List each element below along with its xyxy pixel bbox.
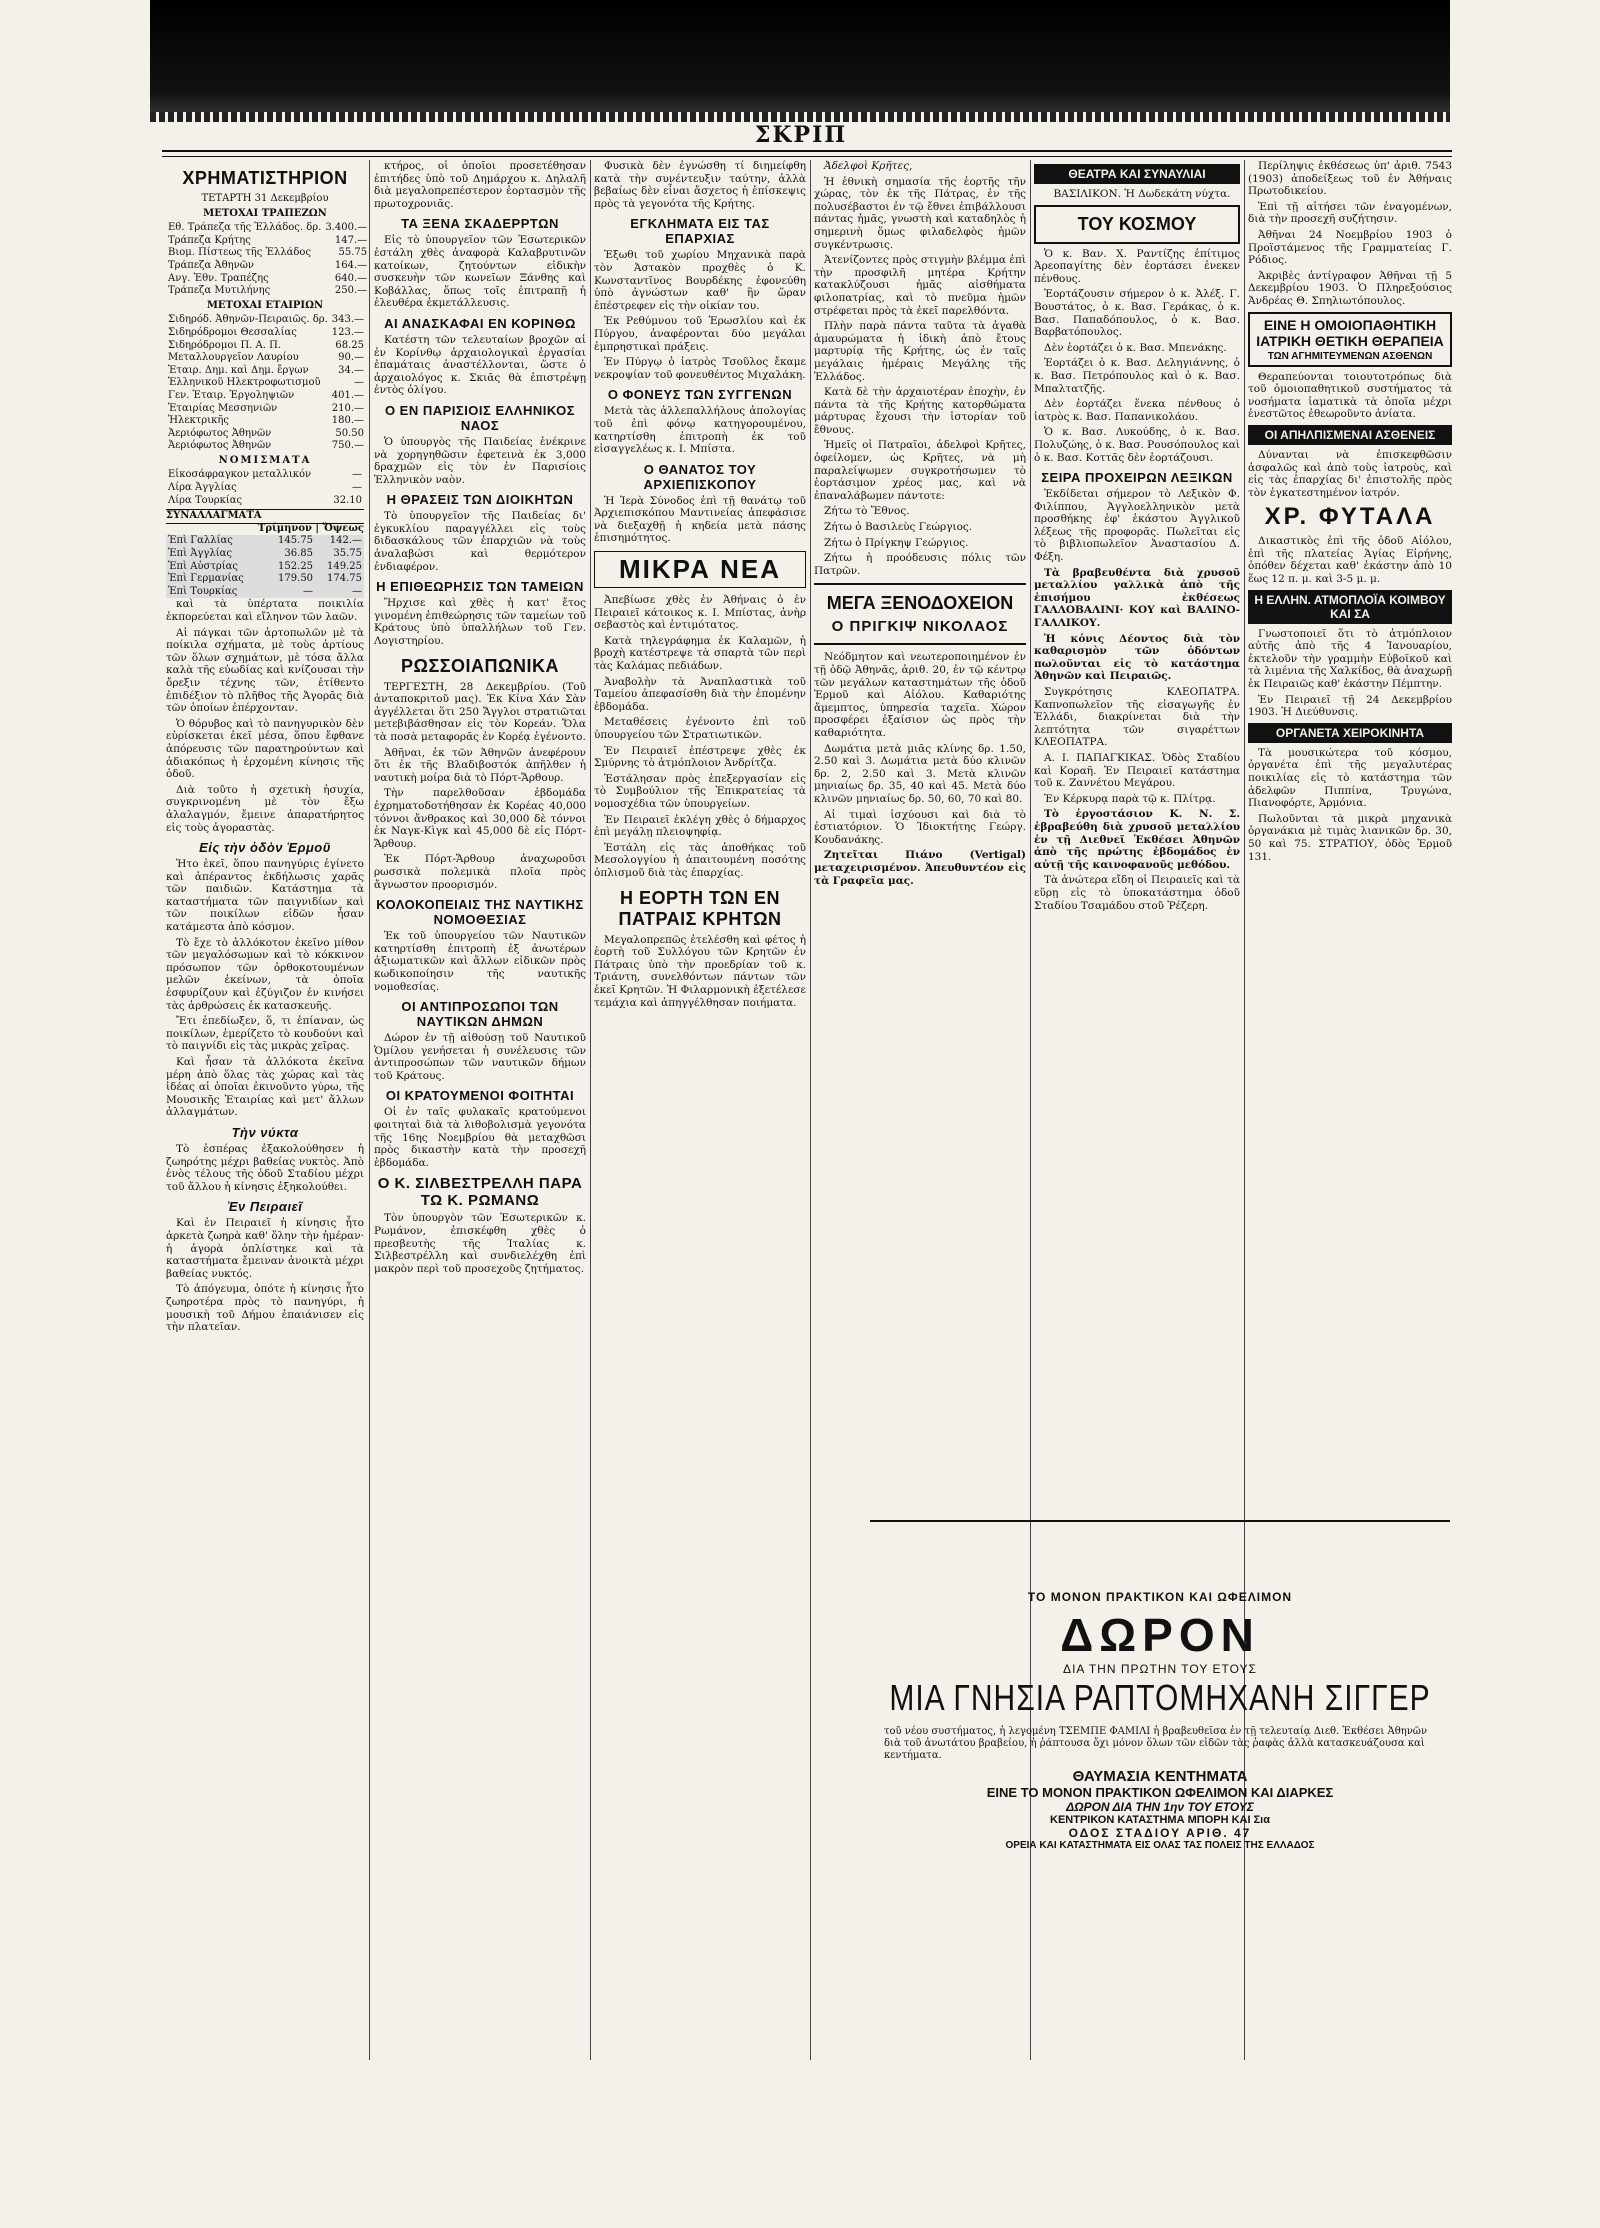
advert-product: ΜΙΑ ΓΝΗΣΙΑ ΡΑΠΤΟΜΗΧΑΝΗ ΣΙΓΓΕΡ <box>889 1678 1431 1719</box>
singer-advert <box>870 1590 1450 1851</box>
article-paragraph: καὶ τὰ ὑπέρτατα ποικιλία ἐκπορεύεται καὶ εἴληνον τῶν λαῶν. <box>166 598 364 623</box>
table-row: Ἀεριόφωτος Ἀθηνῶν 50.50 <box>168 427 365 439</box>
article-paragraph: Τὰ βραβευθέντα διὰ χρυσοῦ μεταλλίου γαλλικὰ ἀπὸ τῆς ἐπισήμου ἐκθέσεως ΓΑΛΛΟΒΑΛΙΝΙ· ΚΟΥ καὶ ΒΑΛΙΝΟ-ΓΑΛΛΙΚΟΥ. <box>1034 566 1240 630</box>
advert-line: ΚΕΝΤΡΙΚΟΝ ΚΑΤΑΣΤΗΜΑ ΜΠΟΡΗ ΚΑΙ Σια <box>1050 1814 1270 1826</box>
article-paragraph: Ἐν Πειραιεῖ ἐπέστρεψε χθὲς ἐκ Σμύρνης τὸ ἀτμόπλοιον Ἀνδρίτζα. <box>594 744 806 770</box>
article-paragraph: Κατὰ τηλεγράφημα ἐκ Καλαμῶν, ἡ βροχὴ κατέστρεψε τὰ σπαρτὰ τῶν περὶ τὰς Καλάμας πεδιάδων. <box>594 634 806 673</box>
column-theatre <box>1034 160 1240 1700</box>
article-paragraph: Ὁ ὑπουργὸς τῆς Παιδείας ἐνέκρινε νὰ χορηγηθῶσιν ἐφετεινὰ ἐκ 3,000 δραχμῶν εἰς τὸν ἐν Παρισίοις Ἑλληνικὸν ναὸν. <box>374 435 586 486</box>
article-paragraph: Τὸ ἔχε τὸ ἀλλόκοτον ἐκεῖνο μίθον τῶν μεγαλόσωμων καὶ τὸ κόκκινον πρόσωπον τῶν ὀρθοκοτουμένων μελῶν ἐκείνων, τὰ ὁποῖα ἐσφυρίζουν καὶ ἐζύγιζον ἐν κινήσει τὰς ἀρθρώσεις ἐκ κατασκευῆς. <box>166 936 364 1012</box>
article-heading: Ο ΦΟΝΕΥΣ ΤΩΝ ΣΥΓΓΕΝΩΝ <box>607 387 793 403</box>
table-row: Τράπεζα Ἀθηνῶν 164.— <box>168 259 368 271</box>
table-row: Μεταλλουργεῖον Λαυρίου 90.— <box>168 352 365 364</box>
table-row: Βιομ. Πίστεως τῆς Ἑλλάδος 55.75 <box>168 247 368 259</box>
hotel-title: ΜΕΓΑ ΞΕΝΟΔΟΧΕΙΟΝ <box>826 593 1014 614</box>
article-paragraph: Ἐστάλησαν πρὸς ἐπεξεργασίαν εἰς τὸ Συμβούλιον τῆς Ἐπικρατείας τὰ νομοσχέδια τῶν ὑπουργείων. <box>594 772 806 810</box>
article-paragraph: Φυσικὰ δὲν ἐγνώσθη τί διημείφθη κατὰ τὴν συνέντευξιν ταύτην, ἀλλὰ βεβαίως δὲν εἶναι ἄσχετος ἡ ἐπίσκεψις πρὸς τὰ γεγονότα τῆς Κρήτης. <box>594 160 806 210</box>
article-paragraph: Ἐν Πειραιεῖ τῇ 24 Δεκεμβρίου 1903. Ἡ Διεύθυνσις. <box>1248 693 1452 719</box>
advert-separator <box>870 1520 1450 1522</box>
theatre-heading: ΘΕΑΤΡΑ ΚΑΙ ΣΥΝΑΥΛΙΑΙ <box>1034 164 1240 184</box>
article-paragraph: Συγκρότησις ΚΛΕΟΠΑΤΡΑ. Καπνοπωλεῖον τῆς εἰσαγωγῆς ἐν Ἑλλάδι, διακρίνεται διὰ τὴν λεπτότητα τῶν σιγαρέττων ΚΛΕΟΠΑΤΡΑ. <box>1034 686 1240 749</box>
article-paragraph: Δώρον ἐν τῇ αἰθούσῃ τοῦ Ναυτικοῦ Ὁμίλου γενήσεται ἡ συνέλευσις τῶν ἀντιπροσώπων τῶν ναυτικῶν δήμων τοῦ Κράτους. <box>374 1032 586 1082</box>
exchange-table <box>166 535 364 598</box>
article-heading: ΟΙ ΑΠΗΛΠΙΣΜΕΝΑΙ ΑΣΘΕΝΕΙΣ <box>1248 425 1452 445</box>
header-rule <box>162 150 1452 152</box>
article-heading: Η ΕΠΙΘΕΩΡΗΣΙΣ ΤΩΝ ΤΑΜΕΙΩΝ <box>376 579 584 595</box>
article-paragraph: Ἐν Πειραιεῖ ἐκλέγη χθὲς ὁ δήμαρχος ἐπὶ μεγάλῃ πλειοψηφίᾳ. <box>594 813 806 839</box>
advert-line: ΘΑΥΜΑΣΙΑ ΚΕΝΤΗΜΑΤΑ <box>1072 1768 1248 1785</box>
article-paragraph: Ἤρχισε καὶ χθὲς ἡ κατ' ἔτος γινομένη ἐπιθεώρησις τῶν ταμείων τοῦ Κράτους ὑπὸ ὑπαλλήλων τοῦ Γεν. Λογιστηρίου. <box>374 597 586 648</box>
article-heading: ΕΓΚΛΗΜΑΤΑ ΕΙΣ ΤΑΣ ΕΠΑΡΧΙΑΣ <box>630 216 770 247</box>
advert-line: ΔΙΑ ΤΗΝ ΠΡΩΤΗΝ ΤΟΥ ΕΤΟΥΣ <box>1063 1662 1257 1676</box>
article-paragraph: Θεραπεύονται τοιουτοτρόπως διὰ τοῦ ὁμοιοπαθητικοῦ συστήματος τὰ νοσήματα ἰαματικὰ τὰ ὁποῖα μέχρι ἐνεστῶτος ἐθεωροῦντο ἀνίατα. <box>1248 370 1452 421</box>
company-shares-heading: ΜΕΤΟΧΑΙ ΕΤΑΙΡΙΩΝ <box>206 299 324 311</box>
table-row: Ἑταιρίας Μεσσηνιῶν 210.— <box>168 402 365 414</box>
article-paragraph: Ἡ Ἱερὰ Σύνοδος ἐπὶ τῇ θανάτῳ τοῦ Ἀρχιεπισκόπου Μαντινείας ἀπεφάσισε νὰ διεξαχθῇ ἡ κηδεία μετὰ πάσης ἐπισημότητος. <box>594 494 806 545</box>
article-heading-russo-japanese: ΡΩΣΣΟΙΑΠΩΝΙΚΑ <box>401 655 559 676</box>
column-stock-exchange <box>166 160 368 1700</box>
table-row: Λίρα Ἀγγλίας — <box>168 482 362 494</box>
article-paragraph: Ζήτω ἡ προόδευσις πόλις τῶν Πατρῶν. <box>814 552 1026 577</box>
table-row: Σιδηρόδρομοι Θεσσαλίας 123.— <box>168 326 365 338</box>
subheading: Εἰς τὴν ὁδὸν Ἑρμοῦ <box>199 840 331 856</box>
speech-greeting: Ἀδελφοὶ Κρῆτες, <box>824 160 913 172</box>
article-paragraph: Ἀναβολὴν τὰ Ἀναπλαστικὰ τοῦ Ταμείου ἀπεφασίσθη διὰ τὴν ἑπομένην ἑβδομάδα. <box>594 675 806 713</box>
article-paragraph: Ἐν Πύργῳ ὁ ἰατρὸς Τσοῦλος ἔκαμε νεκροψίαν τοῦ φονευθέντος Μιχαλάκη. <box>594 356 806 381</box>
advert-headline: ΔΩΡΟΝ <box>1060 1609 1260 1661</box>
table-row: Ἐπὶ Αὐστρίας 152.25 149.25 <box>168 560 362 572</box>
article-heading: ΚΟΛΟΚΟΠΕΙΑΙΣ ΤΗΣ ΝΑΥΤΙΚΗΣ ΝΟΜΟΘΕΣΙΑΣ <box>376 897 584 928</box>
article-paragraph: Τὴν παρελθοῦσαν ἑβδομάδα ἐχρηματοδοτήθησαν ἐκ Κορέας 40,000 τόννοι ἄνθρακος καὶ 30,000 δὲ τόννοι ἐκ Ναγκ-Κὶγκ καὶ 45,000 δὲ εἰς Πόρτ-Ἄρθουρ. <box>374 787 586 850</box>
article-heading: Η ΕΛΛΗΝ. ΑΤΜΟΠΛΟΪΑ ΚΟΙΜΒΟΥ ΚΑΙ ΣΑ <box>1248 590 1452 624</box>
article-paragraph: Τὰ μουσικώτερα τοῦ κόσμου, ὀργανέτα ἐπὶ τῆς μεγαλυτέρας ποικιλίας εἰς τὸ κατάστημα τῶν ἀδελφῶν Πιππίνα, Τρυγώνα, Πιανοφόρτε, Ἀρμόνια. <box>1248 746 1452 810</box>
article-paragraph: Πλὴν παρὰ πάντα ταῦτα τὰ ἀγαθὰ ἀμαυρώματα ἡ ἰδικὴ ἀπὸ ἔτους μαρτυρίᾳ τῆς Κρήτης, ὡς ἐν ταῖς μεγάλαις ἡμέραις Μεγάλης τῆς Ἑλλάδος. <box>814 320 1026 383</box>
article-paragraph: Ἀτενίζοντες πρὸς στιγμὴν βλέμμα ἐπὶ τὴν προσφιλῆ μητέρα Κρήτην κατακλύζουσι ἡμᾶς αἰσθήματα φιλοπατρίας, καὶ τὸ πνεῦμα ἡμῶν στρέφεται πρὸς τὰ ἐκεῖ παρελθόντα. <box>814 254 1026 317</box>
article-heading: Ο Κ. ΣΙΛΒΕΣΤΡΕΛΛΗ ΠΑΡΑ ΤΩ Κ. ΡΩΜΑΝΩ <box>377 1175 583 1210</box>
article-paragraph: ΤΕΡΓΕΣΤΗ, 28 Δεκεμβρίου. (Τοῦ ἀνταποκριτοῦ μας). Ἐκ Κίνα Χάν Σὰν ἀγγέλλεται ὅτι 250 Ἄγγλοι στρατιῶται μετεβιβάσθησαν εἰς τὸν Κορεάν. Ὅλα τὰ ποσὰ μεταφορᾶς ἐν Κορέᾳ ἐγένοντο. <box>374 680 586 743</box>
article-paragraph: Τὸ ἐργοστάσιον Κ. Ν. Σ. ἐβραβεύθη διὰ χρυσοῦ μεταλλίου ἐν τῇ Διεθνεῖ Ἐκθέσει Ἀθηνῶν ἀπὸ τῆς πρώτης ἐβδομάδος ἐν αὐτῇ τῆς καινοφανοῦς μεθόδου. <box>1034 808 1240 871</box>
currency-table <box>166 469 364 507</box>
article-paragraph: Ἡ ἐθνικὴ σημασία τῆς ἑορτῆς τῆν χώρας, τὸν ἐκ τῆς Πάτρας, ἐν τῆς πολυσέβαστοι ἐν τῷ ἔθνει ἐπιβάλλουσι πάντας ἡμᾶς, γνωστὴ καὶ καταδηλὸς ἡ σημερινὴ ὅμως φιλαδελφὸς ἡμῶν συγκέντρωσις. <box>814 175 1026 251</box>
article-paragraph: Ἐκδίδεται σήμερον τὸ Λεξικὸν Φ. Φιλίππου, Ἀγγλοελληνικὸν μετὰ προσθήκης ἐφ' ἑκάστου Ἀγγλικοῦ λέξεως τῆς προφορᾶς. Πωλεῖται εἰς τὸ βιβλιοπωλεῖον Ἀναστασίου Δ. Φέξη. <box>1034 488 1240 564</box>
article-paragraph: Ζήτω ὁ Βασιλεὺς Γεώργιος. <box>824 521 973 534</box>
bank-shares-table <box>166 222 369 298</box>
article-heading: Ο ΘΑΝΑΤΟΣ ΤΟΥ ΑΡΧΙΕΠΙΣΚΟΠΟΥ <box>643 461 757 492</box>
column-news-2 <box>374 160 586 1700</box>
article-heading-feast: Η ΕΟΡΤΗ ΤΩΝ ΕΝ ΠΑΤΡΑΙΣ ΚΡΗΤΩΝ <box>618 887 782 929</box>
advert-line: ΔΩΡΟΝ ΔΙΑ ΤΗΝ 1ην ΤΟΥ ΕΤΟΥΣ <box>1066 1800 1254 1814</box>
article-paragraph: Καὶ ἐν Πειραιεῖ ἡ κίνησις ἦτο ἀρκετὰ ζωηρὰ καθ' ὅλην τὴν ἡμέραν· ἡ ἀγορὰ ὁπλίστηκε καὶ τὰ καταστήματα ἔμειναν ἀνοικτὰ μέχρι βαθείας νυκτός. <box>166 1217 364 1280</box>
article-heading: Η ΘΡΑΣΕΙΣ ΤΩΝ ΔΙΟΙΚΗΤΩΝ <box>386 492 574 508</box>
article-paragraph: Ἐκ τοῦ ὑπουργείου τῶν Ναυτικῶν κατηρτίσθη ἐπιτροπὴ ἐξ ἀνωτέρων ἀξιωματικῶν καὶ ἄλλων εἰδικῶν πρὸς κωδικοποίησιν τῆς ναυτικῆς νομοθεσίας. <box>374 930 586 993</box>
table-row: Ἐπὶ Τουρκίας — — <box>168 585 362 597</box>
article-paragraph: Ἐν Κέρκυρᾳ παρὰ τῷ κ. Πλίτρᾳ. <box>1044 792 1216 805</box>
article-paragraph: Νεόδμητον καὶ νεωτεροποιημένον ἐν τῇ ὁδῷ Ἀθηνᾶς, ἀριθ. 20, ἐν τῷ κέντρῳ τῶν μεγάλων καταστημάτων τῆς ὁδοῦ Ἑρμοῦ καὶ Αἰόλου. Καθαριότης ἄμεμπτος, ὑπηρεσία ταχεῖα. Χώρον προσφέρει ἐξαίσιον ὡς πρὸς τὴν καθαριότητα. <box>814 651 1026 739</box>
hotel-name: Ο ΠΡΙΓΚΙΨ ΝΙΚΟΛΑΟΣ <box>831 618 1009 636</box>
article-paragraph: Δωμάτια μετὰ μιᾶς κλίνης δρ. 1.50, 2.50 καὶ 3. Δωμάτια μετὰ δύο κλινῶν δρ. 2, 2.50 καὶ 3. Μετὰ κλινῶν μηνιαίως δρ. 35, 40 καὶ 45. Μετὰ δύο κλινῶν μηνιαίως δρ. 50, 60, 70 καὶ 80. <box>814 742 1026 805</box>
article-heading: ΤΑ ΞΕΝΑ ΣΚΑΔΕΡΡΤΩΝ <box>401 216 559 232</box>
article-paragraph: Ἐκ Ρεθύμνου τοῦ Ἐρωσλίου καὶ ἐκ Πύργου, ἀναφέρονται δύο μεγάλαι ἐμπρηστικαὶ πράξεις. <box>594 315 806 353</box>
article-paragraph: Οἱ ἐν ταῖς φυλακαῖς κρατούμενοι φοιτηταὶ διὰ τὰ λιθοβολισμὰ γεγονότα τῆς 16ης Νοεμβρίου θὰ μεταχθῶσι πρὸς δικαστὴν κατὰ τὴν προσεχῆ ἑβδομάδα. <box>374 1106 586 1169</box>
article-paragraph: Ἔτι ἐπεδίωξεν, ὅ, τι ἐπίαναν, ὡς ποικίλων, ἐμερίζετο τὸ κουδούνι καὶ τὸ παιγνίδι εἰς τὰς μικρὰς χεῖρας. <box>166 1015 364 1053</box>
advert-line: ΤΟ ΜΟΝΟΝ ΠΡΑΚΤΙΚΟΝ ΚΑΙ ΩΦΕΛΙΜΟΝ <box>1027 1590 1293 1604</box>
table-row: Ἠλεκτρικῆς 180.— <box>168 415 365 427</box>
article-paragraph: Ἀπεβίωσε χθὲς ἐν Ἀθήναις ὁ ἐν Πειραιεῖ κάτοικος κ. Ι. Μπίστας, ἀνὴρ σεβαστὸς καὶ ἐντιμότατος. <box>594 594 806 632</box>
article-paragraph: Τὸν ὑπουργὸν τῶν Ἐσωτερικῶν κ. Ρωμάνον, ἐπισκέφθη χθὲς ὁ πρεσβευτὴς τῆς Ἰταλίας κ. Σιλβεστρέλλη καὶ συνδιελέχθη ἐπὶ μακρὸν περὶ τοῦ προσεχοῦς ζητήματος. <box>374 1212 586 1275</box>
short-news-heading: ΜΙΚΡΑ ΝΕΑ <box>594 551 806 588</box>
article-paragraph: Γνωστοποιεῖ ὅτι τὸ ἀτμόπλοιον αὐτῆς ἀπὸ τῆς 4 Ἰανουαρίου, ἐκτελοῦν τὴν γραμμὴν Εὐβοϊκοῦ καὶ τὰ λιμένια τῆς Χαλκίδος, θὰ ἀναχωρῇ ἐκ Πειραιῶς καθ' ἑκάστην Πέμπτην. <box>1248 627 1452 691</box>
article-paragraph: Αἱ πάγκαι τῶν ἀρτοπωλῶν μὲ τὰ ποίκιλα σχήματα, μὲ τοὺς ἀρτίους τῶν ὅλων σχημάτων, μὲ τόσα ἄλλα καλὰ τῆς εὐωδίας καὶ κνίζουσαι τὴν ὄρεξιν τέχνης τῶν, ἐτίθεντο ἐπιδέξιον τὸ πλῆθος τῆς Ἀγορᾶς διὰ τῶν ὁποίων ἐπέρχονταν. <box>166 626 364 715</box>
article-paragraph: Ἐστάλη εἰς τὰς ἀποθήκας τοῦ Μεσολογγίου ἡ ἀπαιτουμένη ποσότης ὁπλισμοῦ διὰ τὰς ἐπαρχίας. <box>594 841 806 879</box>
article-paragraph: Ὁ κ. Βασ. Λυκούδης, ὁ κ. Βασ. Πολυζώης, ὁ κ. Βασ. Ρουσόπουλος καὶ ὁ κ. Βασ. Κοττᾶς δὲν ἑορτάζουσι. <box>1034 426 1240 464</box>
article-paragraph: Ζητεῖται Πιάνο (Vertigal) μεταχειρισμένον. Ἀπευθυντέον εἰς τὰ Γραφεῖα μας. <box>814 849 1026 887</box>
table-row: Ἐπὶ Ἀγγλίας 36.85 35.75 <box>168 548 362 560</box>
article-paragraph: Ἡ κόνις Δέοντος διὰ τὸν καθαρισμὸν τῶν ὀδόντων πωλοῦνται εἰς τὸ κατάστημα Ἀθηνῶν καὶ Πειραιῶς. <box>1034 632 1240 683</box>
article-paragraph: Καὶ ἦσαν τὰ ἀλλόκοτα ἐκεῖνα μέρη ἀπὸ ὅλας τὰς χώρας καὶ τὰς ἰδέας αἱ ὁποῖαι ἐκινοῦντο γύρω, τῆς Μουσικῆς Ἑταιρίας καὶ μετ' ἄλλων ἀλλαγμάτων. <box>166 1056 364 1119</box>
article-paragraph: Ἐξωθι τοῦ χωρίου Μηχανικὰ παρὰ τὸν Ἀστακὸν προχθὲς ὁ Κ. Κωνσταντῖνος Βουρδέκης ἐφονεύθη ὑπὸ ἀγνώστων καθ' ἣν ὥραν ἐπέστρεφεν εἰς τὴν οἰκίαν του. <box>594 249 806 312</box>
table-row: Ἑλληνικοῦ Ηλεκτροφωτισμοῦ — <box>168 377 365 389</box>
subheading: Τὴν νύκτα <box>231 1124 299 1140</box>
article-paragraph: Αἱ τιμαὶ ἰσχύουσι καὶ διὰ τὸ ἐστιατόριον. Ὁ Ἰδιοκτήτης Γεώργ. Κουδανάκης. <box>814 808 1026 846</box>
article-paragraph: Πωλοῦνται τὰ μικρὰ μηχανικὰ ὀργανάκια μὲ τιμὰς λιανικῶν δρ. 30, 50 καὶ 75. ΣΤΡΑΤΙΟΥ, ὁδὸς Ἑρμοῦ 131. <box>1248 812 1452 863</box>
article-paragraph: Εἰς τὸ ὑπουργεῖον τῶν Ἐσωτερικῶν ἐστάλη χθὲς ἀναφορὰ Καλαβρυτινῶν κατοίκων, ζητούντων εἰδικὴν συσκευὴν τῶν κωνεῖων Ξάνθης καὶ Κοβάλλας, ὅπως τοῖς ἐπιτραπῇ ἡ ἐλευθέρα ἐκμετάλλευσις. <box>374 234 586 310</box>
bank-shares-heading: ΜΕΤΟΧΑΙ ΤΡΑΠΕΖΩΝ <box>203 207 327 219</box>
exchange-columns: Τρίμηνον | Ὄψεως <box>257 522 364 534</box>
lawyer-name: ΧΡ. ΦΥΤΑΛΑ <box>1264 503 1436 531</box>
table-row: Εθ. Τράπεζα τῆς Ἑλλάδος. δρ. 3.400.— <box>168 222 368 234</box>
article-paragraph: Ἀθῆναι, ἐκ τῶν Ἀθηνῶν ἀνεφέρουν ὅτι ἐκ τῆς Βλαδιβοστόκ ἀπῆλθεν ἡ ναυτικὴ μοίρα διὰ τὸ Πόρτ-Ἄρθουρ. <box>374 746 586 784</box>
header-rule-thin <box>162 156 1452 157</box>
torn-page-edge <box>150 112 1450 122</box>
article-heading: ΟΡΓΑΝΕΤΑ ΧΕΙΡΟΚΙΝΗΤΑ <box>1248 723 1452 743</box>
hotel-advert <box>814 583 1026 645</box>
article-paragraph: Ἑορτάζει ὁ κ. Βασ. Δεληγιάννης, ὁ κ. Βασ. Πετρόπουλος καὶ ὁ κ. Βασ. Μπαλτατζῆς. <box>1034 357 1240 395</box>
article-paragraph: Ὁ θόρυβος καὶ τὸ πανηγυρικὸν δὲν εὑρίσκεται ἐκεῖ μέσα, ὅπου ἔφθανε ἀπόρευσις τῶν παρατηρούντων καὶ ἀδιακόπως ἡ ἐρχομένη κίνησις τῆς ὁδοῦ. <box>166 717 364 781</box>
homeopathy-advert: ΕΙΝΕ Η ΟΜΟΙΟΠΑΘΗΤΙΚΗ ΙΑΤΡΙΚΗ ΘΕΤΙΚΗ ΘΕΡΑΠΕΙΑ ΤΩΝ ΑΓΗΜΙΤΕΥΜΕΝΩΝ ΑΣΘΕΝΩΝ <box>1248 312 1452 367</box>
column-divider <box>590 160 591 2060</box>
article-heading: ΑΙ ΑΝΑΣΚΑΦΑΙ ΕΝ ΚΟΡΙΝΘΩ <box>384 315 576 331</box>
table-row: Ἑταιρ. Δημ. καὶ Δημ. ἔργων 34.— <box>168 364 365 376</box>
article-paragraph: Μεταθέσεις ἐγένοντο ἐπὶ τοῦ ὑπουργείου τῶν Στρατιωτικῶν. <box>594 716 806 741</box>
article-paragraph: Ἐκ Πόρτ-Ἄρθουρ ἀναχωροῦσι ρωσσικὰ πολεμικὰ πλοῖα πρὸς ἄγνωστον προορισμόν. <box>374 853 586 891</box>
article-paragraph: Α. Ι. ΠΑΠΑΓΚΙΚΑΣ. Ὁδὸς Σταδίου καὶ Κοραῆ. Ἐν Πειραιεῖ κατάστημα τοῦ κ. Ζαννέτου Μεγάρου. <box>1034 751 1240 790</box>
article-paragraph: Ἐορτάζουσιν σήμερον ὁ κ. Ἀλέξ. Γ. Βουστάτος, ὁ κ. Βασ. Γεράκας, ὁ κ. Βασ. Παπαδόπουλος, ὁ κ. Βασ. Βαρβατόπουλος. <box>1034 288 1240 339</box>
advert-body: τοῦ νέου συστήματος, ἡ λεγομένη ΤΣΕΜΠΕ ΦΑΜΙΛΙ ἡ βραβευθεῖσα ἐν τῇ τελευταίᾳ Διεθ. Ἐκθέσει Ἀθηνῶν διὰ τοῦ ἀνωτάτου βραβείου, ἡ ῥάπτουσα ὄχι μόνον ὅλων τῶν εἰδῶν τὰς ῥαφὰς ἀλλὰ κατασκευάζουσα καὶ κεντήματα. <box>884 1726 1428 1761</box>
article-paragraph: Ἡτο ἐκεῖ, ὅπου πανηγύρις ἐγίνετο καὶ ἀπέραντος ἐκδήλωσις χαρᾶς τῶν παιδιῶν. Κατάστημα τὰ καταστήματα τῶν παιγνιδίων καὶ τῶν ποικίλων εἰδῶν ἦσαν κατάμεστα ἀπὸ κόσμον. <box>166 858 364 934</box>
table-row: Λίρα Τουρκίας 32.10 <box>168 494 362 506</box>
column-notices <box>1248 160 1452 1700</box>
article-paragraph: κτήρος, οἱ ὁποῖοι προσετέθησαν ἐπιτήδες ὑπὸ τοῦ Δημάρχου κ. Δηλαλῆ διὰ μεγαλοπρεπέστερον ἑορτασμὸν τῆς πρωτοχρονιᾶς. <box>374 160 586 210</box>
article-heading: Ο ΕΝ ΠΑΡΙΣΙΟΙΣ ΕΛΛΗΝΙΚΟΣ ΝΑΟΣ <box>384 402 576 433</box>
column-news-3 <box>594 160 806 1700</box>
advert-line: ΟΡΕΙΑ ΚΑΙ ΚΑΤΑΣΤΗΜΑΤΑ ΕΙΣ ΟΛΑΣ ΤΑΣ ΠΟΛΕΙΣ ΤΗΣ ΕΛΛΑΔΟΣ <box>1005 1840 1315 1851</box>
article-paragraph: Ἀκριβὲς ἀντίγραφον Ἀθῆναι τῇ 5 Δεκεμβρίου 1903. Ὁ Πληρεξούσιος Ἀνδρέας Θ. Σπηλιωτόπουλος. <box>1248 269 1452 307</box>
exchange-heading: ΣΥΝΑΛΛΑΓΜΑΤΑ <box>166 510 262 522</box>
article-paragraph: ΒΑΣΙΛΙΚΟΝ. Ἡ Δωδεκάτη νύχτα. <box>1053 188 1231 200</box>
article-paragraph: Ἡμεῖς οἱ Πατραῖοι, ἀδελφοὶ Κρῆτες, ὀφείλομεν, ὡς Κρῆτες, νὰ μὴ παραλείψωμεν συγκροτήσωμεν τὸ ἑορτάσιμον χρέος μας, καὶ νὰ ἐπαναλάβωμεν πάντοτε: <box>814 439 1026 502</box>
table-row: Ἀεριόφωτος Ἀθηνῶν 750.— <box>168 440 365 452</box>
article-paragraph: Κατὰ δὲ τὴν ἀρχαιοτέραν ἐποχὴν, ἐν πάντα τὰ τῆς Κρήτης κατορθώματα μάρτυρας ἔχουσι τὴν ἱστορίαν τοῦ ἔθνους. <box>814 386 1026 436</box>
scan-dark-margin <box>150 0 1450 115</box>
table-row: Εἰκοσάφραγκον μεταλλικόν — <box>168 469 362 481</box>
table-row: Γεν. Ἑταιρ. Ἐργοληψιῶν 401.— <box>168 389 365 401</box>
column-news-4 <box>814 160 1026 1700</box>
article-paragraph: Περίληψις ἐκθέσεως ὑπ' ἀριθ. 7543 (1903) ἀποδείξεως τοῦ ἐν Ἀθήναις Πρωτοδικείου. <box>1248 160 1452 198</box>
article-paragraph: Διὰ τοῦτο ἡ σχετικὴ ἡσυχία, συγκρινομένη μὲ τὸν ἔξω ἀλαλαγμόν, ἔμεινε ἀπαρατήρητος εἰς τοὺς ἀγοραστὰς. <box>166 783 364 834</box>
article-heading: ΟΙ ΑΝΤΙΠΡΟΣΩΠΟΙ ΤΩΝ ΝΑΥΤΙΚΩΝ ΔΗΜΩΝ <box>401 999 559 1030</box>
advert-line: ΕΙΝΕ ΤΟ ΜΟΝΟΝ ΠΡΑΚΤΙΚΟΝ ΩΦΕΛΙΜΟΝ ΚΑΙ ΔΙΑΡΚΕΣ <box>986 1785 1334 1800</box>
masthead: ΣΚΡΙΠ <box>754 122 848 148</box>
table-row: Ανγ. Ἐθν. Τραπέζης 640.— <box>168 272 368 284</box>
article-paragraph: Ὁ κ. Βαν. Χ. Ραντίζης ἐπίτιμος Ἀρεοπαγίτης δὲν ἐορτάσει ἐνεκεν πένθους. <box>1034 247 1240 285</box>
article-paragraph: Δὲν ἑορτάζει ἕνεκα πένθους ὁ ἰατρὸς κ. Βασ. Παπανικολάου. <box>1034 398 1240 423</box>
subheading: Ἐν Πειραιεῖ <box>227 1199 303 1215</box>
article-paragraph: Δύνανται νὰ ἐπισκεφθῶσιν ἀσφαλῶς καὶ ἀπὸ τοὺς ἰατροὺς, καὶ εἰς τὰς ἐπαρχίας δι' ἐπιστολῆς πρὸς τὸν ἐγκατεστημένον ἰατρόν. <box>1248 448 1452 499</box>
table-row: Σιδηρόδρομοι Π. Α. Π. 68.25 <box>168 339 365 351</box>
column-divider <box>369 160 370 2060</box>
article-paragraph: Ἀθῆναι 24 Νοεμβρίου 1903 ὁ Προϊστάμενος τῆς Γραμματείας Γ. Ρόδιος. <box>1248 228 1452 267</box>
table-row: Τράπεζα Κρήτης 147.— <box>168 234 368 246</box>
table-row: Ἐπὶ Γαλλίας 145.75 142.— <box>168 535 362 547</box>
article-paragraph: Δικαστικὸς ἐπὶ τῆς ὁδοῦ Αἰόλου, ἐπὶ τῆς πλατείας Ἁγίας Εἰρήνης, ὁπόθεν δέχεται καθ' ἑκάστην ἀπὸ 10 ἕως 12 π. μ. καὶ 3-5 μ. μ. <box>1248 535 1452 586</box>
currency-heading: ΝΟΜΙΣΜΑΤΑ <box>218 454 312 466</box>
company-shares-table <box>166 314 366 453</box>
stock-exchange-title: ΧΡΗΜΑΤΙΣΤΗΡΙΟΝ <box>182 168 348 188</box>
table-row: Τράπεζα Μυτιλήνης 250.— <box>168 285 368 297</box>
column-divider <box>810 160 811 2060</box>
article-paragraph: Μετὰ τὰς ἀλλεπαλλήλους ἀπολογίας τοῦ ἐπὶ φόνῳ κατηγορουμένου, κατηρτίσθη ἐπιτροπὴ ἐκ τοῦ εἰσαγγελέως κ. Ι. Μπίστα. <box>594 405 806 456</box>
table-row: Ἐπὶ Γερμανίας 179.50 174.75 <box>168 573 362 585</box>
article-heading: ΟΙ ΚΡΑΤΟΥΜΕΝΟΙ ΦΟΙΤΗΤΑΙ <box>385 1088 575 1104</box>
boxed-title: ΤΟΥ ΚΟΣΜΟΥ <box>1034 205 1240 244</box>
article-paragraph: Δὲν ἑορτάζει ὁ κ. Βασ. Μπενάκης. <box>1044 341 1227 354</box>
article-paragraph: Ζήτω ὁ Πρίγκηψ Γεώργιος. <box>824 536 969 549</box>
stock-exchange-date: ΤΕΤΑΡΤΗ 31 Δεκεμβρίου <box>201 193 329 204</box>
article-paragraph: Ἐπὶ τῇ αἰτήσει τῶν ἐναγομένων, διὰ τὴν προσεχῆ συζήτησιν. <box>1248 200 1452 226</box>
article-paragraph: Τὸ ὑπουργεῖον τῆς Παιδείας δι' ἐγκυκλίου παραγγέλλει εἰς τοὺς διδασκάλους τῶν ἐπαρχιῶν νὰ τοὺς ἀναλαβώσι καὶ θερμότερον ἐνδιαφέρον. <box>374 510 586 573</box>
article-paragraph: Τὰ ἀνώτερα εἴδη οἱ Πειραιεῖς καὶ τὰ εὕρῃ εἰς τὸ ὑποκατάστημα ὁδοῦ Σταδίου Τσαμάδου στοῦ Ῥέζερη. <box>1034 874 1240 912</box>
article-paragraph: Ζήτω τὸ Ἔθνος. <box>824 505 910 518</box>
advert-address: ΟΔΟΣ ΣΤΑΔΙΟΥ ΑΡΙΘ. 47 <box>1068 1826 1252 1840</box>
article-paragraph: Τὸ ἀπόγευμα, ὁπότε ἡ κίνησις ἦτο ζωηροτέρα πρὸς τὸ πανηγύρι, ἡ μουσικὴ τοῦ Δήμου ἐπαιάνισεν εἰς τὴν πλατεῖαν. <box>166 1283 364 1334</box>
article-paragraph: Κατέστη τῶν τελευταίων βροχῶν αἱ ἐν Κορίνθῳ ἀρχαιολογικαὶ ἐργασίαι ἐπαμάταις ἀναστέλλονται, ὥστε ὁ ἀρχαιολόγος κ. Σκιᾶς θὰ ἐπιστρέψῃ ἐντὸς ὀλίγου. <box>374 333 586 397</box>
article-paragraph: Τὸ ἑσπέρας ἐξακολούθησεν ἡ ζωηρότης μέχρι βαθείας νυκτὸς. Ἀπὸ ἑνὸς τέλους τῆς ὁδοῦ Σταδίου μέχρι τοῦ ἄλλου ἡ κίνησις ἐξηκολούθει. <box>166 1142 364 1193</box>
article-paragraph: Μεγαλοπρεπῶς ἐτελέσθη καὶ φέτος ἡ ἑορτὴ τοῦ Συλλόγου τῶν Κρητῶν ἐν Πάτραις ὑπὸ τὴν προεδρίαν τοῦ κ. Τριάντη, συνελθόντων πάντων τῶν ἐκεῖ Κρητῶν. Ἡ Φιλαρμονικὴ ἐξετέλεσε τεμάχια καὶ ἀπηγγέλθησαν ποιήματα. <box>594 933 806 1009</box>
article-heading: ΣΕΙΡΑ ΠΡΟΧΕΙΡΩΝ ΛΕΞΙΚΩΝ <box>1041 470 1233 486</box>
table-row: Σιδηρόδ. Ἀθηνῶν-Πειραιῶς. δρ. 343.— <box>168 314 365 326</box>
